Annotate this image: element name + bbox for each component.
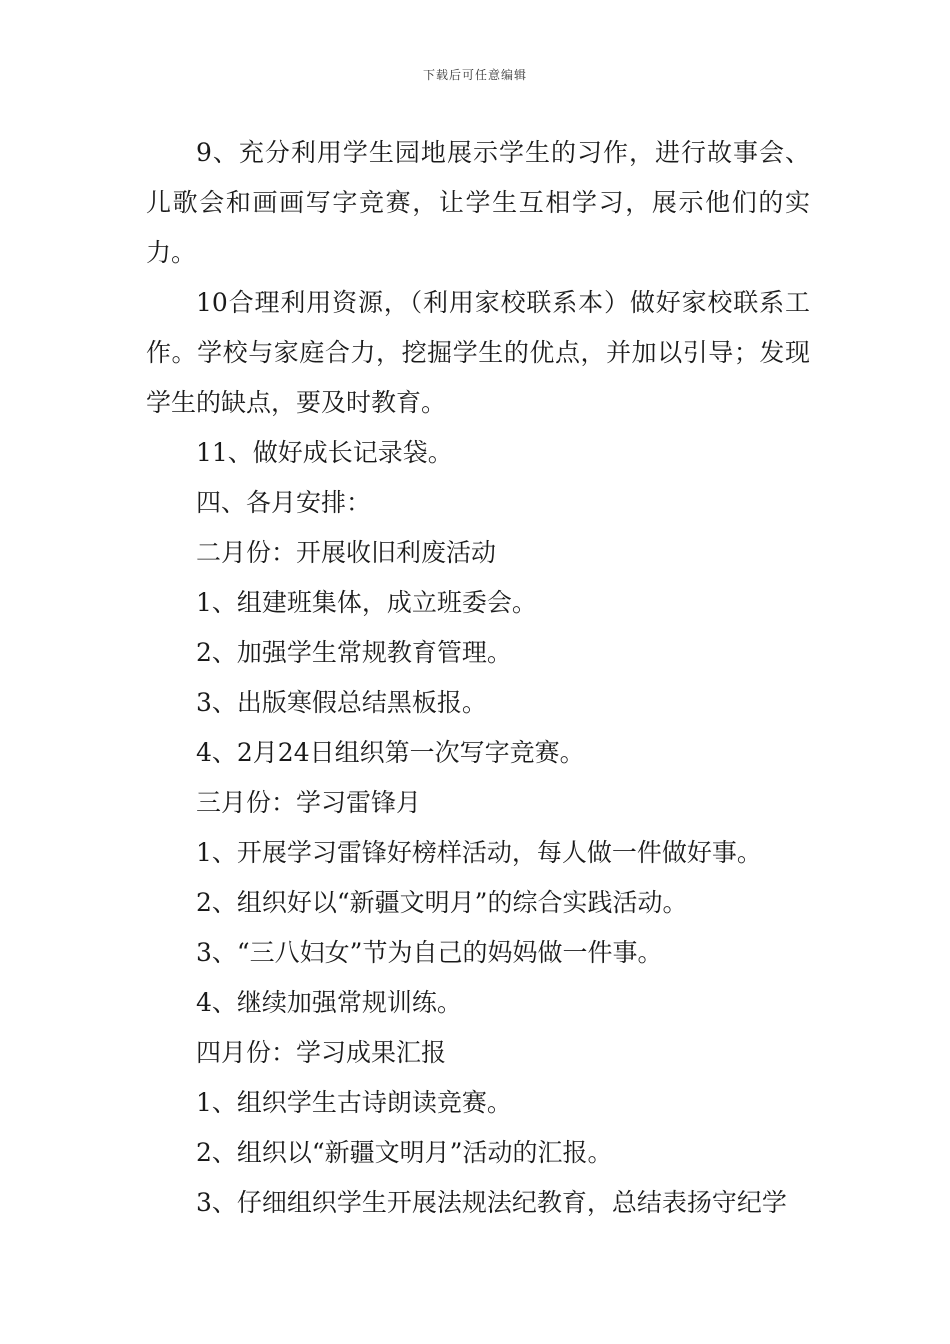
list-item: 2、加强学生常规教育管理。 [196, 638, 512, 667]
list-item: 3、出版寒假总结黑板报。 [196, 688, 487, 717]
list-item: 1、组建班集体，成立班委会。 [196, 588, 537, 617]
list-item: 1、组织学生古诗朗读竞赛。 [196, 1088, 512, 1117]
month-heading-april: 四月份：学习成果汇报 [196, 1038, 447, 1067]
section-heading-monthly-plan: 四、各月安排： [196, 488, 372, 517]
page-header: 下载后可任意编辑 [422, 68, 527, 82]
list-item: 2、组织好以“新疆文明月”的综合实践活动。 [196, 888, 688, 917]
list-item: 3、“三八妇女”节为自己的妈妈做一件事。 [196, 938, 663, 967]
paragraph-item-9: 9、充分利用学生园地展示学生的习作，进行故事会、儿歌会和画画写字竞赛，让学生互相学习，展示他们的实力。 [146, 138, 810, 267]
paragraph-item-10: 10合理利用资源，（利用家校联系本）做好家校联系工作。学校与家庭合力，挖掘学生的优点，并加以引导；发现学生的缺点，要及时教育。 [146, 288, 810, 417]
month-heading-february: 二月份：开展收旧利废活动 [196, 538, 497, 567]
list-item: 2、组织以“新疆文明月”活动的汇报。 [196, 1138, 613, 1167]
list-item: 4、继续加强常规训练。 [196, 988, 462, 1017]
month-heading-march: 三月份：学习雷锋月 [196, 788, 422, 817]
list-item: 1、开展学习雷锋好榜样活动，每人做一件做好事。 [196, 838, 762, 867]
document-body [146, 128, 810, 1228]
list-item: 3、仔细组织学生开展法规法纪教育，总结表扬守纪学 [196, 1188, 787, 1217]
list-item: 4、2月24日组织第一次写字竞赛。 [196, 738, 585, 767]
list-item-11: 11、做好成长记录袋。 [196, 438, 453, 467]
